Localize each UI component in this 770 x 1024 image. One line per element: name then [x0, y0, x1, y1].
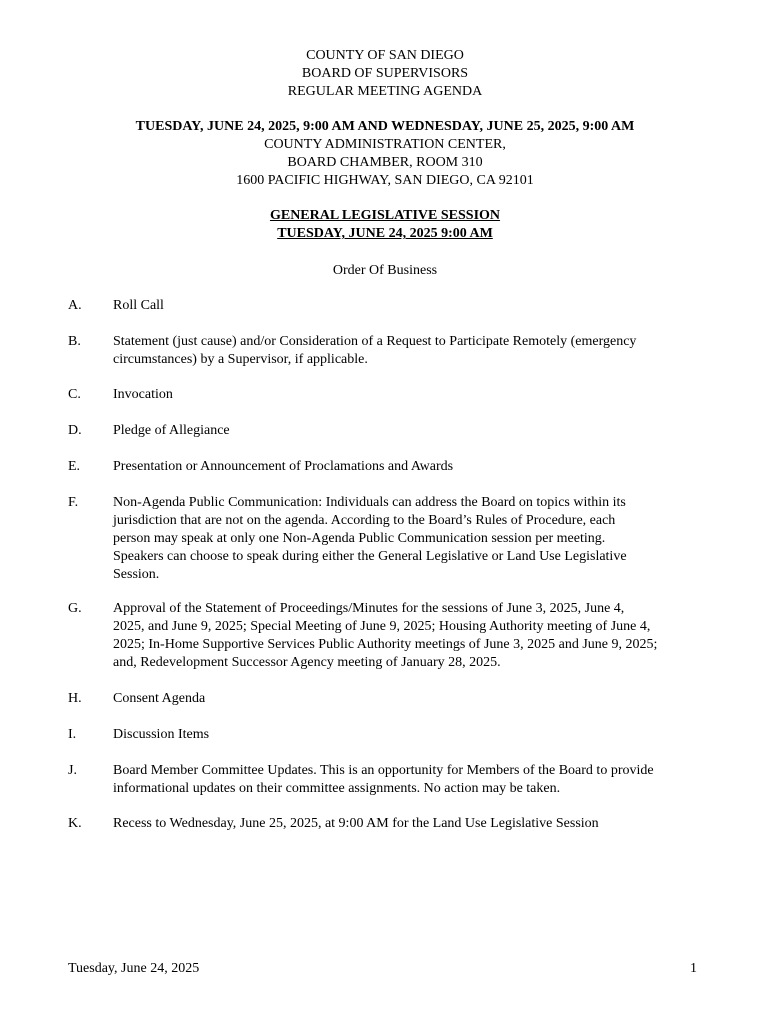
item-text	[113, 494, 713, 584]
item-letter: A.	[68, 298, 82, 313]
item-text	[113, 600, 713, 672]
item-text	[113, 690, 713, 708]
item-text	[113, 726, 713, 744]
item-line: circumstances) by a Supervisor, if applicable.	[113, 352, 368, 367]
item-letter: K.	[68, 816, 82, 831]
header-board: BOARD OF SUPERVISORS	[301, 66, 469, 81]
session-heading	[0, 207, 770, 243]
item-line: Discussion Items	[113, 727, 210, 742]
item-text	[113, 422, 713, 440]
item-line: and, Redevelopment Successor Agency meeting of January 28, 2025.	[113, 655, 501, 670]
item-text	[113, 762, 713, 798]
item-line: Presentation or Announcement of Proclamations and Awards	[113, 459, 454, 474]
item-text	[113, 386, 713, 404]
item-letter: D.	[68, 423, 82, 438]
item-line: Invocation	[113, 387, 173, 402]
meeting-location-line2: BOARD CHAMBER, ROOM 310	[287, 155, 483, 170]
item-line: Recess to Wednesday, June 25, 2025, at 9:00 AM for the Land Use Legislative Session	[113, 816, 599, 831]
session-title: GENERAL LEGISLATIVE SESSION	[269, 208, 501, 223]
item-line: informational updates on their committee assignments. No action may be taken.	[113, 781, 561, 796]
item-text	[113, 815, 713, 833]
item-letter: F.	[68, 495, 79, 510]
item-letter: B.	[68, 334, 81, 349]
item-line: Statement (just cause) and/or Consideration of a Request to Participate Remotely (emergency	[113, 334, 637, 349]
item-line: Consent Agenda	[113, 691, 206, 706]
item-line: Board Member Committee Updates. This is an opportunity for Members of the Board to provide	[113, 763, 654, 778]
meeting-location-line3: 1600 PACIFIC HIGHWAY, SAN DIEGO, CA 92101	[236, 173, 534, 188]
header-county: COUNTY OF SAN DIEGO	[306, 48, 464, 63]
item-line: Session.	[113, 567, 160, 582]
document-header	[0, 47, 770, 101]
item-letter: C.	[68, 387, 81, 402]
item-letter: I.	[68, 727, 77, 742]
item-line: Speakers can choose to speak during either the General Legislative or Land Use Legislative	[113, 549, 627, 564]
item-text	[113, 333, 713, 369]
session-date: TUESDAY, JUNE 24, 2025 9:00 AM	[277, 226, 493, 241]
item-line: Pledge of Allegiance	[113, 423, 230, 438]
item-line: 2025; In-Home Supportive Services Public Authority meetings of June 3, 2025 and June 9, 2025;	[113, 637, 658, 652]
item-letter: H.	[68, 691, 82, 706]
order-heading-text: Order Of Business	[332, 263, 438, 278]
meeting-dates: TUESDAY, JUNE 24, 2025, 9:00 AM AND WEDNESDAY, JUNE 25, 2025, 9:00 AM	[135, 119, 635, 134]
item-line: Non-Agenda Public Communication: Individuals can address the Board on topics within its	[113, 495, 626, 510]
page-number: 1	[690, 961, 697, 976]
item-letter: E.	[68, 459, 81, 474]
item-letter: J.	[68, 763, 77, 778]
item-line: 2025, and June 9, 2025; Special Meeting of June 9, 2025; Housing Authority meeting of June 4,	[113, 619, 651, 634]
item-line: jurisdiction that are not on the agenda. According to the Board’s Rules of Procedure, each	[113, 513, 616, 528]
footer-date: Tuesday, June 24, 2025	[68, 961, 200, 976]
item-letter: G.	[68, 601, 82, 616]
item-line: Approval of the Statement of Proceedings/Minutes for the sessions of June 3, 2025, June 4,	[113, 601, 625, 616]
meeting-location-line1: COUNTY ADMINISTRATION CENTER,	[264, 137, 506, 152]
item-text	[113, 458, 713, 476]
item-line: Roll Call	[113, 298, 164, 313]
header-agenda-type: REGULAR MEETING AGENDA	[287, 84, 483, 99]
item-line: person may speak at only one Non-Agenda Public Communication session per meeting.	[113, 531, 606, 546]
meeting-info	[0, 118, 770, 190]
order-of-business-heading	[0, 262, 770, 280]
item-text	[113, 297, 713, 315]
